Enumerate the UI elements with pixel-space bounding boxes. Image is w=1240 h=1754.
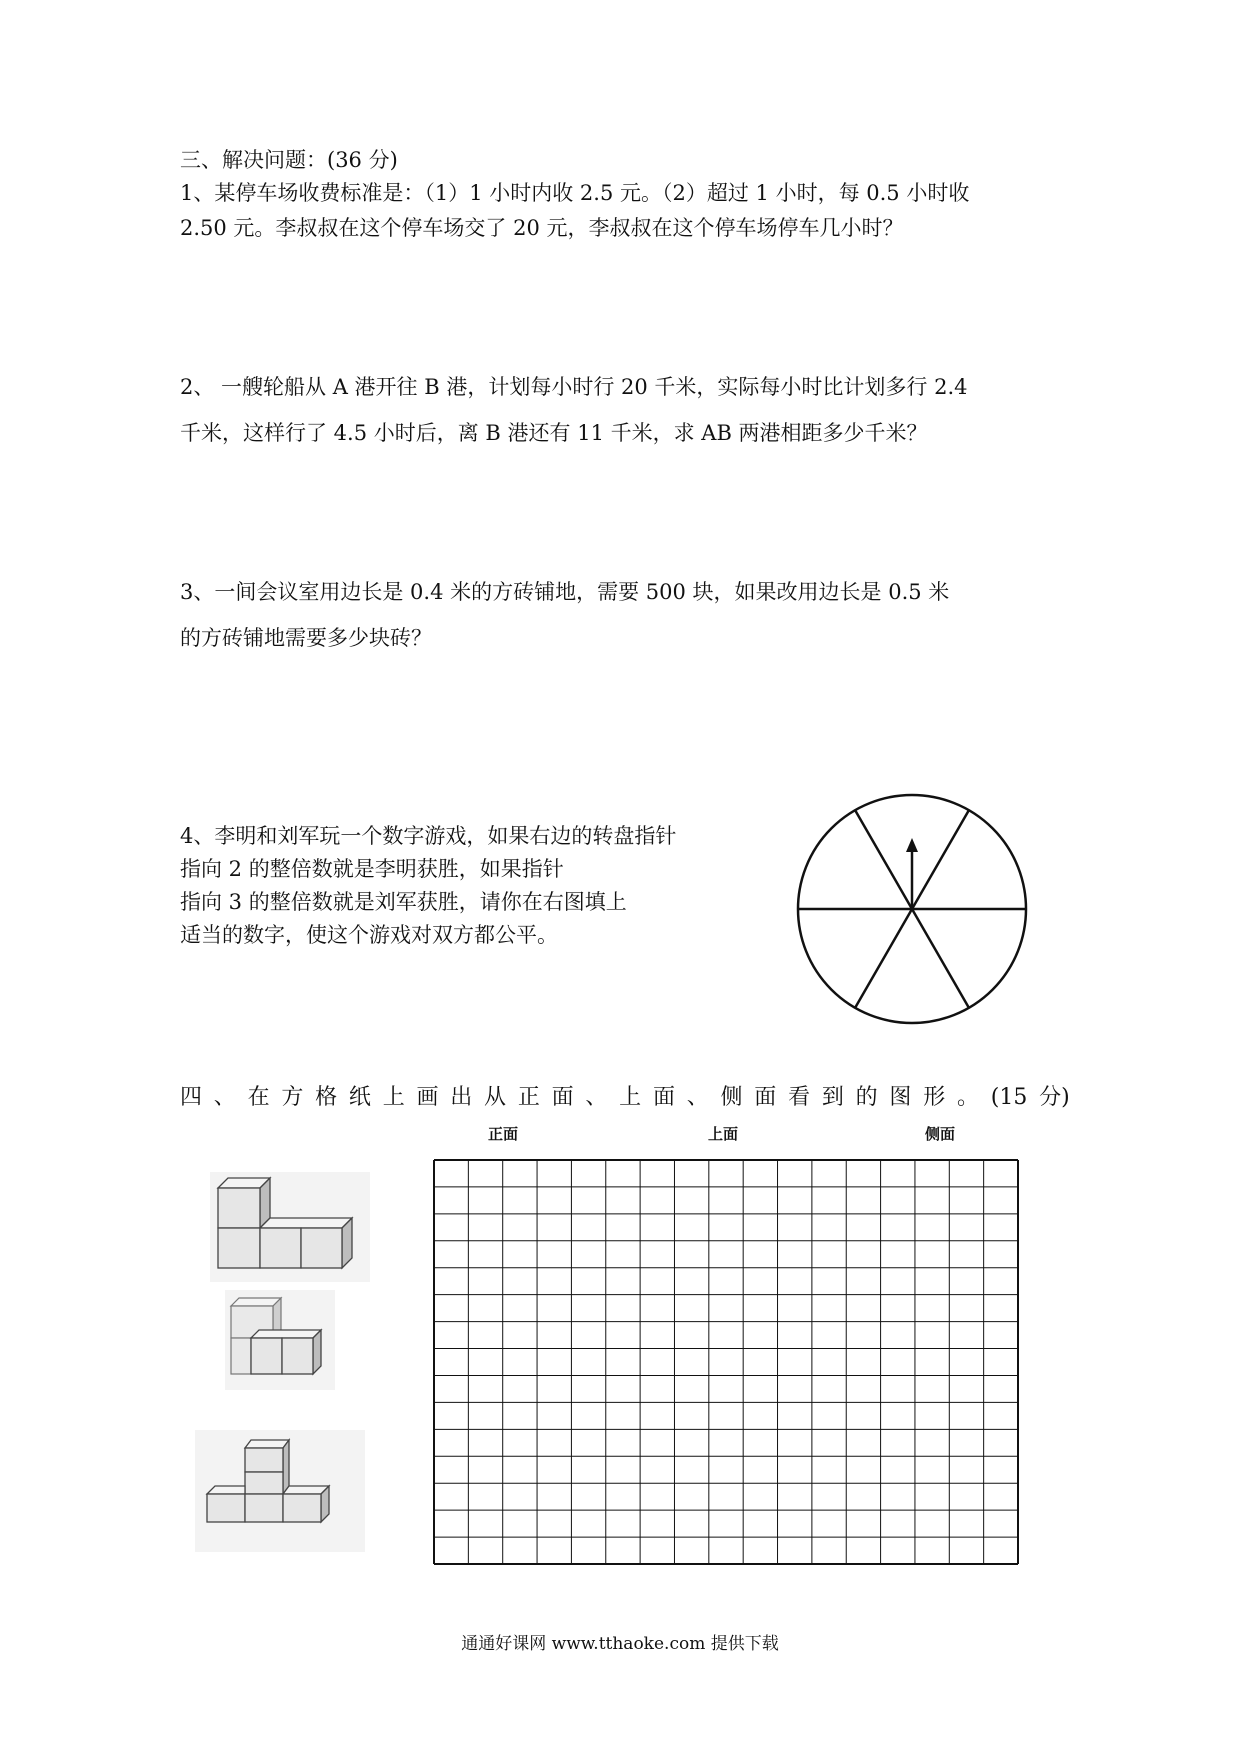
section-4-title-char: 的 — [855, 1085, 878, 1110]
section-3-title: 三、解决问题：(36 分) — [180, 148, 398, 172]
section-4-title-char: 上 — [382, 1085, 405, 1110]
section-4-title-char: 形 — [923, 1085, 946, 1110]
question-4-line-3: 指向 3 的整倍数就是刘军获胜，请你在右图填上 — [180, 890, 627, 914]
section-4-title — [180, 1083, 1070, 1113]
grid-label-top: 上面 — [708, 1125, 739, 1143]
footer-credit: 通通好课网 www.tthaoke.com 提供下载 — [461, 1634, 779, 1654]
section-4-title-char: 四 — [180, 1085, 203, 1110]
section-4-title-char: 、 — [686, 1085, 709, 1110]
question-2-line-2: 千米，这样行了 4.5 小时后，离 B 港还有 11 千米，求 AB 两港相距多少千米？ — [180, 421, 928, 445]
section-4-title-char: 、 — [585, 1085, 608, 1110]
cube-figure-2 — [225, 1290, 335, 1390]
section-4-title-char: 出 — [450, 1085, 473, 1110]
question-4 — [180, 820, 676, 952]
grid-label-side: 侧面 — [925, 1125, 956, 1143]
section-4-title-char: 格 — [315, 1085, 338, 1110]
section-4-title-char: 到 — [821, 1085, 844, 1110]
question-4-line-1: 4、李明和刘军玩一个数字游戏，如果右边的转盘指针 — [180, 824, 677, 848]
question-3-line-2: 的方砖铺地需要多少块砖？ — [180, 626, 432, 650]
arrow-head-icon — [906, 838, 918, 852]
section-4-title-char: 。 — [956, 1085, 979, 1110]
section-4-title-char: 面 — [754, 1085, 777, 1110]
section-4-title-char: 从 — [484, 1085, 507, 1110]
section-4-title-char: 面 — [652, 1085, 675, 1110]
question-4-line-2: 指向 2 的整倍数就是李明获胜，如果指针 — [180, 857, 564, 881]
section-4-title-char: 侧 — [720, 1085, 743, 1110]
question-3-line-1: 3、一间会议室用边长是 0.4 米的方砖铺地，需要 500 块，如果改用边长是 0.5 米 — [180, 580, 950, 604]
section-4-title-char: 看 — [788, 1085, 811, 1110]
section-4-title-char: 在 — [247, 1085, 270, 1110]
drawing-grid[interactable] — [432, 1158, 1020, 1566]
cube-figure-1 — [210, 1172, 370, 1282]
question-3 — [180, 569, 949, 661]
question-4-line-4: 适当的数字，使这个游戏对双方都公平。 — [180, 923, 558, 947]
section-4-title-char: 上 — [619, 1085, 642, 1110]
section-4-title-char: 方 — [281, 1085, 304, 1110]
section-4-title-char: 画 — [416, 1085, 439, 1110]
section-4-title-char: 、 — [213, 1085, 236, 1110]
question-1-line-2: 2.50 元。李叔叔在这个停车场交了 20 元，李叔叔在这个停车场停车几小时？ — [180, 216, 904, 240]
section-4-title-char: 正 — [517, 1085, 540, 1110]
spinner-diagram — [795, 792, 1029, 1026]
section-4-title-char: 纸 — [348, 1085, 371, 1110]
cube-figure-3 — [195, 1430, 365, 1552]
question-2 — [180, 364, 967, 456]
section-4-title-char: 图 — [889, 1085, 912, 1110]
section-4-title-char: (15 — [990, 1085, 1028, 1110]
question-1 — [180, 176, 969, 246]
section-4-title-char: 面 — [551, 1085, 574, 1110]
section-4-title-char: 分) — [1039, 1085, 1070, 1110]
question-2-line-1: 2、 一艘轮船从 A 港开往 B 港，计划每小时行 20 千米，实际每小时比计划多行 2.4 — [180, 375, 968, 399]
question-1-line-1: 1、某停车场收费标准是：（1）1 小时内收 2.5 元。（2）超过 1 小时，每 0.5 小时收 — [180, 181, 970, 205]
grid-label-front: 正面 — [488, 1125, 519, 1143]
